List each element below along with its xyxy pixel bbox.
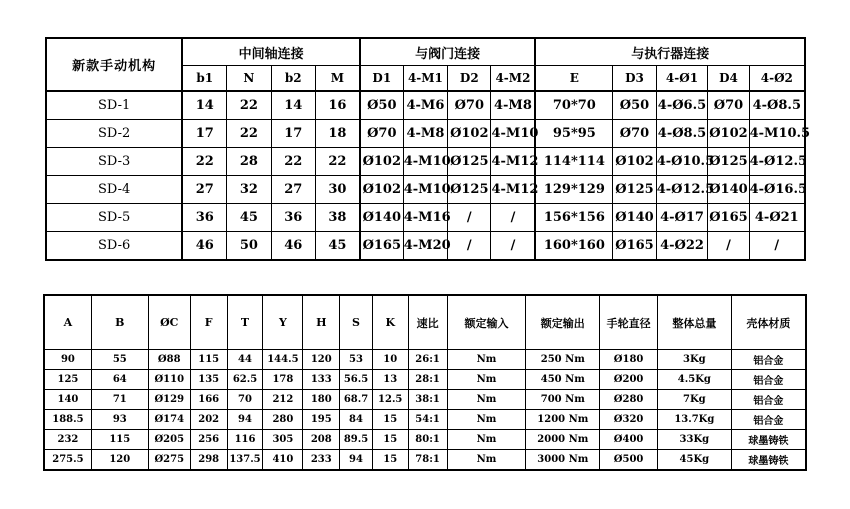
table1-cell: Ø140 (360, 204, 403, 232)
table1-cell: 22 (227, 91, 271, 120)
table2-cell: 64 (91, 370, 148, 390)
table2-cell: 144.5 (263, 350, 303, 370)
table1-cell: 17 (182, 120, 226, 148)
table2-cell: Ø200 (600, 370, 658, 390)
table2-cell: 250 Nm (526, 350, 600, 370)
table2-cell: 135 (190, 370, 227, 390)
table1-cell: 17 (271, 120, 315, 148)
table2-cell: 208 (303, 430, 340, 450)
table1-cell: 32 (227, 176, 271, 204)
table1-cell: Ø50 (613, 91, 656, 120)
table2-column-header: H (303, 295, 340, 350)
table1-cell: 4-M12 (491, 148, 535, 176)
table2-cell: 89.5 (340, 430, 373, 450)
table1-row (46, 204, 805, 232)
actuator-dimension-table (45, 37, 811, 261)
table1-cell: 4-Ø10.5 (656, 148, 708, 176)
table1-cell: Ø165 (708, 204, 749, 232)
table1-cell: Ø102 (360, 176, 403, 204)
table1-cell: 4-M10.5 (749, 120, 805, 148)
table1-cell: Ø140 (613, 204, 656, 232)
table1-cell: 4-M12 (491, 176, 535, 204)
table2-cell: 1200 Nm (526, 410, 600, 430)
table2-row (44, 430, 806, 450)
table1-cell: / (491, 232, 535, 261)
table2-cell: 15 (372, 410, 408, 430)
table1-column-header: D2 (448, 66, 491, 92)
table2-column-header: Y (263, 295, 303, 350)
table1-cell: Ø70 (613, 120, 656, 148)
table1-column-header: b2 (271, 66, 315, 92)
table1-cell: 4-M10 (403, 176, 447, 204)
table1-model-cell: SD-4 (46, 176, 182, 204)
table2-cell: 180 (303, 390, 340, 410)
table2-cell: 410 (263, 450, 303, 471)
table1-cell: 4-M10 (403, 148, 447, 176)
table1-cell: 4-Ø17 (656, 204, 708, 232)
table2-row (44, 390, 806, 410)
table1-cell: 70*70 (535, 91, 612, 120)
table1-cell: 46 (182, 232, 226, 261)
table1-row (46, 148, 805, 176)
table1-cell: 4-Ø6.5 (656, 91, 708, 120)
table2-cell: 115 (190, 350, 227, 370)
table1-cell: 45 (227, 204, 271, 232)
table1-cell: 28 (227, 148, 271, 176)
table2-cell: 12.5 (372, 390, 408, 410)
table1-cell: 4-Ø12.5 (656, 176, 708, 204)
table2-row (44, 350, 806, 370)
table2-column-header: A (44, 295, 91, 350)
table1-cell: 22 (182, 148, 226, 176)
table1-row (46, 232, 805, 261)
specification-table (43, 294, 807, 471)
table1-column-header: N (227, 66, 271, 92)
table2-cell: 202 (190, 410, 227, 430)
table1-cell: 14 (182, 91, 226, 120)
table2-cell: 13 (372, 370, 408, 390)
table2-cell: 56.5 (340, 370, 373, 390)
table2-column-header: K (372, 295, 408, 350)
table2-cell: 94 (340, 450, 373, 471)
table1-cell: Ø50 (360, 91, 403, 120)
table2-cell: 55 (91, 350, 148, 370)
table2-cell: 84 (340, 410, 373, 430)
table1-cell: Ø165 (360, 232, 403, 261)
table1-column-header: D4 (708, 66, 749, 92)
table2-cell: 3Kg (658, 350, 732, 370)
table2-cell: 212 (263, 390, 303, 410)
table2-cell: 450 Nm (526, 370, 600, 390)
table1-cell: 45 (315, 232, 359, 261)
table2-cell: 44 (227, 350, 263, 370)
table1-cell: 38 (315, 204, 359, 232)
table2-cell: 28:1 (408, 370, 447, 390)
table2-column-header: B (91, 295, 148, 350)
table1-cell: Ø70 (708, 91, 749, 120)
table1-title: 新款手动机构 (46, 38, 182, 91)
table2-row (44, 410, 806, 430)
table2-cell: 232 (44, 430, 91, 450)
table1-column-header: 4-M1 (403, 66, 447, 92)
table2-cell: Ø280 (600, 390, 658, 410)
table1-cell: 4-M20 (403, 232, 447, 261)
table2-cell: 120 (303, 350, 340, 370)
table2-cell: 80:1 (408, 430, 447, 450)
table2-cell: Nm (447, 390, 526, 410)
table1-cell: 22 (227, 120, 271, 148)
table1-cell: / (708, 232, 749, 261)
table1-cell: 156*156 (535, 204, 612, 232)
table1-column-header: M (315, 66, 359, 92)
table1-cell: Ø102 (448, 120, 491, 148)
table2-cell: 275.5 (44, 450, 91, 471)
table1-cell: 4-Ø16.5 (749, 176, 805, 204)
table1-cell: 27 (271, 176, 315, 204)
table1-cell: 18 (315, 120, 359, 148)
table2-cell: Ø110 (148, 370, 190, 390)
table1-cell: 22 (315, 148, 359, 176)
table2-column-header: 壳体材质 (731, 295, 806, 350)
table1-model-cell: SD-5 (46, 204, 182, 232)
table1-cell: 4-Ø8.5 (749, 91, 805, 120)
table1-cell: 22 (271, 148, 315, 176)
table2-cell: 233 (303, 450, 340, 471)
table1-cell: Ø125 (708, 148, 749, 176)
table2-column-header: 手轮直径 (600, 295, 658, 350)
table1-cell: Ø165 (613, 232, 656, 261)
table2-cell: 256 (190, 430, 227, 450)
table2-cell: Ø180 (600, 350, 658, 370)
table2-cell: 78:1 (408, 450, 447, 471)
table1-cell: Ø70 (360, 120, 403, 148)
table1-cell: 16 (315, 91, 359, 120)
table2-cell: 70 (227, 390, 263, 410)
table2-column-header: ØC (148, 295, 190, 350)
table2-cell: 53 (340, 350, 373, 370)
table1-cell: 4-M6 (403, 91, 447, 120)
table2-cell: 铝合金 (731, 350, 806, 370)
table2-cell: 球墨铸铁 (731, 430, 806, 450)
table1-cell: Ø125 (613, 176, 656, 204)
table2-cell: 10 (372, 350, 408, 370)
table2-cell: Ø320 (600, 410, 658, 430)
table1-column-header: 4-M2 (491, 66, 535, 92)
table2-cell: 38:1 (408, 390, 447, 410)
table1-row (46, 120, 805, 148)
table2-cell: Nm (447, 370, 526, 390)
table2-cell: 球墨铸铁 (731, 450, 806, 471)
table2-cell: 铝合金 (731, 390, 806, 410)
table1-cell: 4-Ø8.5 (656, 120, 708, 148)
table1-cell: 114*114 (535, 148, 612, 176)
table2-cell: 115 (91, 430, 148, 450)
table1-cell: 95*95 (535, 120, 612, 148)
table2-cell: 93 (91, 410, 148, 430)
table1-cell: / (448, 204, 491, 232)
table2-cell: 13.7Kg (658, 410, 732, 430)
table1-cell: / (491, 204, 535, 232)
table2-cell: 120 (91, 450, 148, 471)
table2-cell: Ø88 (148, 350, 190, 370)
table1-cell: Ø102 (360, 148, 403, 176)
table2-cell: Ø275 (148, 450, 190, 471)
table1-model-cell: SD-6 (46, 232, 182, 261)
table1-column-header: E (535, 66, 612, 92)
table2-cell: 2000 Nm (526, 430, 600, 450)
table1-cell: 4-M8 (491, 91, 535, 120)
table2-header-row (44, 295, 806, 350)
table2-cell: 137.5 (227, 450, 263, 471)
table2-cell: 90 (44, 350, 91, 370)
table1-row (46, 176, 805, 204)
table1-row (46, 91, 805, 120)
table2-column-header: 额定输入 (447, 295, 526, 350)
table1-column-header: 4-Ø1 (656, 66, 708, 92)
table2-cell: 铝合金 (731, 370, 806, 390)
table2-row (44, 370, 806, 390)
table2-cell: 54:1 (408, 410, 447, 430)
table1-model-cell: SD-3 (46, 148, 182, 176)
table2-cell: 166 (190, 390, 227, 410)
table1-column-header: D3 (613, 66, 656, 92)
table2-cell: 71 (91, 390, 148, 410)
table2-cell: Ø129 (148, 390, 190, 410)
table1-cell: 4-Ø21 (749, 204, 805, 232)
table2-column-header: 速比 (408, 295, 447, 350)
table2-cell: 15 (372, 430, 408, 450)
table1-cell: Ø125 (448, 148, 491, 176)
table1-cell: 129*129 (535, 176, 612, 204)
table1-column-header: D1 (360, 66, 403, 92)
table1-column-header: b1 (182, 66, 226, 92)
table1-cell: 36 (182, 204, 226, 232)
table1-cell: Ø125 (448, 176, 491, 204)
table2-column-header: F (190, 295, 227, 350)
table2-cell: Nm (447, 350, 526, 370)
table2-cell: 45Kg (658, 450, 732, 471)
table1-cell: Ø140 (708, 176, 749, 204)
table2-cell: Ø205 (148, 430, 190, 450)
table2-cell: 4.5Kg (658, 370, 732, 390)
table2-cell: 140 (44, 390, 91, 410)
table1-group-header: 与阀门连接 (360, 38, 536, 66)
table1-cell: Ø70 (448, 91, 491, 120)
table2-column-header: 额定输出 (526, 295, 600, 350)
table2-cell: 188.5 (44, 410, 91, 430)
table2-cell: 280 (263, 410, 303, 430)
table2-cell: 62.5 (227, 370, 263, 390)
table1-cell: 50 (227, 232, 271, 261)
table2-cell: Nm (447, 430, 526, 450)
table1-cell: 4-Ø12.5 (749, 148, 805, 176)
table1-cell: 4-M10 (491, 120, 535, 148)
table2-cell: 178 (263, 370, 303, 390)
table1-cell: 160*160 (535, 232, 612, 261)
table2-cell: 68.7 (340, 390, 373, 410)
table1-cell: 4-M16 (403, 204, 447, 232)
table2-cell: 133 (303, 370, 340, 390)
table1-cell: 27 (182, 176, 226, 204)
table2-column-header: 整体总量 (658, 295, 732, 350)
table1-cell: 4-M8 (403, 120, 447, 148)
table2-cell: 125 (44, 370, 91, 390)
table2-cell: Ø400 (600, 430, 658, 450)
table1-column-header: 4-Ø2 (749, 66, 805, 92)
table2-cell: 3000 Nm (526, 450, 600, 471)
table2-cell: 195 (303, 410, 340, 430)
table2-cell: Ø174 (148, 410, 190, 430)
table1-group-header: 与执行器连接 (535, 38, 805, 66)
table1-cell: 14 (271, 91, 315, 120)
table2-cell: 700 Nm (526, 390, 600, 410)
table2-row (44, 450, 806, 471)
table1-cell: Ø102 (613, 148, 656, 176)
table2-cell: 33Kg (658, 430, 732, 450)
table2-cell: 94 (227, 410, 263, 430)
table2-cell: Nm (447, 450, 526, 471)
table2-column-header: S (340, 295, 373, 350)
table2-cell: 305 (263, 430, 303, 450)
table1-cell: 4-Ø22 (656, 232, 708, 261)
table2-cell: 298 (190, 450, 227, 471)
table2-cell: 15 (372, 450, 408, 471)
table2-cell: Nm (447, 410, 526, 430)
table2-cell: 7Kg (658, 390, 732, 410)
table1-model-cell: SD-2 (46, 120, 182, 148)
table2-cell: Ø500 (600, 450, 658, 471)
table1-group-header-row (46, 38, 805, 66)
table1-cell: 30 (315, 176, 359, 204)
table1-model-cell: SD-1 (46, 91, 182, 120)
table1-cell: / (448, 232, 491, 261)
table1-group-header: 中间轴连接 (182, 38, 360, 66)
table1-cell: Ø102 (708, 120, 749, 148)
table1-cell: / (749, 232, 805, 261)
table2-cell: 铝合金 (731, 410, 806, 430)
table1-cell: 46 (271, 232, 315, 261)
table2-cell: 26:1 (408, 350, 447, 370)
table2-cell: 116 (227, 430, 263, 450)
table2-column-header: T (227, 295, 263, 350)
table1-cell: 36 (271, 204, 315, 232)
